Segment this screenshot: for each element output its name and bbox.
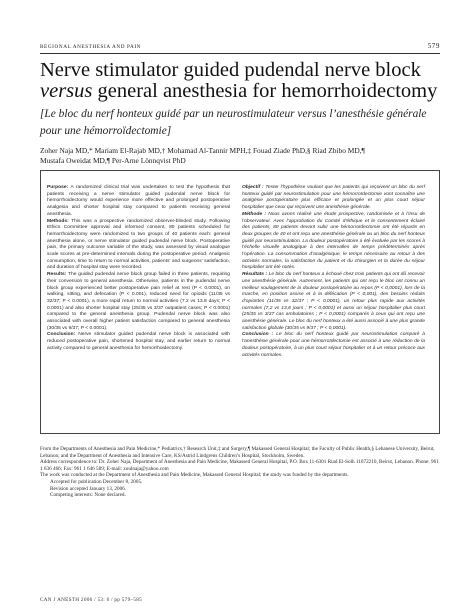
conclusion-fr-text: Le bloc du nerf honteux guidé par neurostimulation comparé à l’anesthésie générale pour une hémorroïdectomie est associé à une réduction de la douleur postopératoire, à un plus court séjour hospitalier et à un retour précoce aux activités normales.	[242, 332, 425, 358]
journal-citation-footer: CAN J ANESTH 2006 / 53: 6 / pp 579–585	[40, 597, 143, 603]
methode-text: Nous avons réalisé une étude prospective, randomisée et à l’insu de l’observateur. Avec l’approbation du Comité d’éthique et le consentement éclairé des patients, 80 patients devant subir une hémorroïdectomie ont été répartis en deux groupes de 40 et ont reçu une anesthésie générale ou un bloc du nerf honteux guidé par neurostimulation. La douleur postopératoire a été évaluée par les scores à l’échelle visuelle analogique à des intervalles de temps prédéterminés après l’opération. La consommation d’analgésique, le temps nécessaire au retour à des activités normales, la satisfaction du patient et du chirurgien et la durée du séjour hospitalier ont été notés.	[242, 211, 426, 271]
resultats-text: Le bloc du nerf honteux a échoué chez trois patients qui ont dû recevoir une anesthésie générale. Autrement, les patients qui ont reçu le bloc ont connu un meilleur soulagement de la douleur postopératoire au repos (P < 0,0001), lors de la marche, en position assise et à la défécation (P < 0,001), des besoins réduits d’opioïdes (11/35 vs 32/37 ; P < 0,0001), un retour plus rapide aux activités normales (7,2 vs 13,8 jours ; P < 0,0001) et aussi un séjour hospitalier plus court (25/35 vs 3/37 cas ambulatoires ; P < 0,0001) comparés à ceux qui ont reçu une anesthésie générale. Le bloc du nerf honteux a été aussi associé à une plus grande satisfaction globale (30/35 vs 9/37 ; P < 0,0001).	[242, 272, 425, 331]
running-head-section: REGIONAL ANESTHESIA AND PAIN	[40, 44, 142, 50]
abstract-box	[40, 170, 440, 434]
french-title: [Le bloc du nerf honteux guidé par un neurostimulateur versus l’anesthésie générale pour une hémorroïdectomie]	[40, 108, 427, 137]
title-versus: versus	[40, 80, 93, 102]
authors-line-2: Mustafa Oweidat MD,¶ Per-Arne Lönnqvist PhD	[40, 156, 186, 165]
resume-objectif	[242, 185, 425, 212]
authors-line-1: Zoher Naja MD,* Mariam El-Rajab MD,† Mohamad Al-Tannir MPH,‡ Fouad Ziade PhD,§ Riad Zbibo MD,¶	[40, 146, 365, 155]
revision-date: Revision accepted January 13, 2006.	[50, 485, 127, 492]
resume-resultats	[242, 272, 425, 332]
footnotes	[40, 446, 440, 499]
methods-text: This was a prospective randomized observer-blinded study. Following Ethics Committee approval and informed consent, 80 patients scheduled for hemorrhoidectomy were randomized to two groups of 40 patients each: general anesthesia alone, or nerve stimulator guided pudendal nerve block. Postoperative pain, the primary outcome variable of the study, was assessed by visual analogue scale scores at pre-determined intervals during the postoperative period. Analgesic consumption, time to return to normal activities, patients’ and surgeons’ satisfaction, and duration of hospital stay were recorded.	[47, 218, 230, 271]
abstract-english-column	[47, 185, 230, 353]
abstract-purpose	[47, 185, 230, 219]
page-number: 579	[427, 42, 440, 50]
competing-interests: Competing interests: None declared.	[50, 492, 126, 499]
conclusion-fr-label: Conclusion :	[242, 332, 274, 338]
abstract-conclusion	[47, 332, 230, 352]
header-rule	[40, 53, 440, 54]
resume-conclusion	[242, 332, 425, 359]
abstract-french-column	[242, 185, 425, 359]
results-text: The guided pudendal nerve block group failed in three patients, requiring their conversion to general anesthesia. Otherwise, patients in the pudendal nerve block group experienced better postoperative pain relief at rest (P < 0.0001), on walking, sitting, and defecation (P < 0.001), reduced need for opioids (11/35 vs 32/37; P < 0.0001), a more rapid return to normal activities (7.2 vs 13.8 days; P < 0.0001) and also shorter hospital stay (25/35 vs 3/37 outpatient cases; P < 0.0001) compared to the general anesthesia group. Pudendal nerve block was also associated with overall higher patient satisfaction compared to general anesthesia (30/35 vs 9/37; P < 0.0001).	[47, 272, 230, 331]
article-title	[40, 60, 450, 102]
resume-methode	[242, 212, 425, 272]
purpose-label: Purpose:	[47, 185, 69, 190]
correspondence: Address correspondence to: Dr. Zoher Naja, Department of Anesthesia and Pain Medicine, Makassed General Hospital, P.O. Box 11-6301 Riad El-Solh 11072210, Beirut, Lebanon. Phone: 961 1 636 466; Fax: 961 1 646 589; E-mail: zoulnaja@yahoo.com	[40, 459, 439, 472]
purpose-text: A randomized clinical trial was undertaken to test the hypothesis that patients receiving a nerve stimulator guided pudendal nerve block for hemorrhoidectomy would experience more effective and prolonged postoperative analgesia and shorter hospital stay compared to patients receiving general anesthesia.	[47, 185, 230, 217]
objectif-label: Objectif :	[242, 185, 264, 190]
affiliations: From the Departments of Anesthesia and Pain Medicine,* Pediatrics,† Research Unit,‡ and Surgery,¶ Makassed General Hospital; the Faculty of Public Health,§ Lebanese University, Beirut, Lebanon; and the Department of Anesthesia and Intensive Care, KS/Astrid Lindgrens Children’s Hospital, Stockholm, Sweden.	[40, 446, 435, 459]
methode-label: Méthode :	[242, 211, 266, 217]
results-label: Results:	[47, 272, 67, 278]
funding-note: The work was conducted at the Department of Anesthesia and Pain Medicine, Makassed General Hospital; the study was funded by the departments.	[40, 472, 349, 479]
abstract-results	[47, 272, 230, 332]
title-part-1: Nerve stimulator guided pudendal nerve block	[40, 59, 421, 81]
title-part-2: general anesthesia for hemorrhoidectomy	[92, 80, 438, 102]
methods-label: Methods:	[47, 218, 69, 224]
conclusion-text: Nerve stimulator guided pudendal nerve block is associated with reduced postoperative pain, shortened hospital stay, and earlier return to normal activity compared to general anesthesia for hemorrhoidectomy.	[47, 332, 231, 351]
author-list	[40, 146, 440, 166]
accepted-date: Accepted for publication December 8, 2005.	[50, 478, 143, 485]
abstract-methods	[47, 219, 230, 273]
resultats-label: Résultats :	[242, 272, 268, 278]
conclusion-label: Conclusion:	[47, 332, 76, 338]
objectif-text: Tester l’hypothèse voulant que les patients qui reçoivent un bloc du nerf honteux guidé par neurostimulation pour une hémorroïdectomie vont connaître une analgésie postopératoire plus efficace et prolongée et un plus court séjour hospitalier que ceux qui reçoivent une anesthésie générale.	[242, 185, 425, 211]
